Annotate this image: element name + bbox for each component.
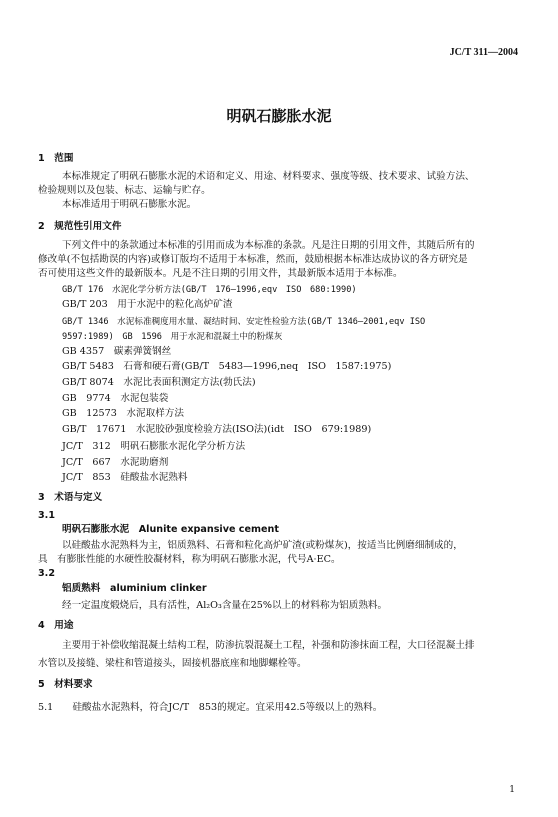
paragraph: 修改单(不包括勘误的内容)或修订版均不适用于本标准，然而，鼓励根据本标准达成协议的各方研究是 — [38, 254, 468, 265]
paragraph: 检验规则以及包装、标志、运输与贮存。 — [38, 185, 211, 196]
paragraph: 5.1 硅酸盐水泥熟料，符合JC/T 853的规定。宜采用42.5等级以上的熟料。 — [38, 702, 383, 713]
reference-item: GB 4357 碳素弹簧钢丝 — [62, 346, 172, 357]
reference-item: 9597:1989) GB 1596 用于水泥和混凝土中的粉煤灰 — [62, 332, 283, 342]
paragraph: 水管以及接缝、梁柱和管道接头，固接机器底座和地脚螺栓等。 — [38, 658, 307, 669]
term-definition: 以硅酸盐水泥熟料为主，铝质熟料、石膏和粒化高炉矿渣(或粉煤灰)，按适当比例磨细制成的， — [62, 540, 463, 551]
section-heading-scope: 1 范围 — [38, 153, 74, 164]
paragraph: 否可使用这些文件的最新版本。凡是不注日期的引用文件，其最新版本适用于本标准。 — [38, 268, 403, 279]
term-definition: 经一定温度煅烧后，具有活性，Al₂O₃含量在25%以上的材料称为铝质熟料。 — [62, 600, 388, 611]
document-title: 明矾石膨胀水泥 — [226, 107, 332, 125]
reference-item: GB 12573 水泥取样方法 — [62, 408, 184, 419]
section-heading-terms: 3 术语与定义 — [38, 492, 103, 503]
term-title: 铝质熟料 aluminium clinker — [62, 583, 207, 594]
reference-item: JC/T 667 水泥助磨剂 — [62, 457, 169, 468]
paragraph: 主要用于补偿收缩混凝土结构工程，防渗抗裂混凝土工程，补强和防渗抹面工程，大口径混凝土排 — [62, 640, 475, 651]
reference-item: GB/T 8074 水泥比表面积测定方法(勃氏法) — [62, 377, 256, 388]
standard-code: JC/T 311—2004 — [449, 47, 518, 58]
reference-item: JC/T 853 硅酸盐水泥熟料 — [62, 472, 188, 483]
term-definition: 具 有膨胀性能的水硬性胶凝材料，称为明矾石膨胀水泥，代号A·EC。 — [38, 554, 341, 565]
section-heading-normative-references: 2 规范性引用文件 — [38, 221, 122, 232]
page-number: 1 — [509, 785, 515, 795]
paragraph: 本标准适用于明矾石膨胀水泥。 — [62, 199, 197, 210]
reference-item: GB/T 5483 石膏和硬石膏(GB/T 5483—1996,neq ISO 1587:1975) — [62, 361, 392, 372]
term-title: 明矾石膨胀水泥 Alunite expansive cement — [62, 524, 279, 535]
paragraph: 下列文件中的条款通过本标准的引用而成为本标准的条款。凡是注日期的引用文件，其随后所有的 — [62, 240, 475, 251]
term-number: 3.1 — [38, 510, 55, 521]
term-number: 3.2 — [38, 568, 55, 579]
reference-item: GB/T 203 用于水泥中的粒化高炉矿渣 — [62, 299, 233, 310]
reference-item: JC/T 312 明矾石膨胀水泥化学分析方法 — [62, 441, 246, 452]
paragraph: 本标准规定了明矾石膨胀水泥的术语和定义、用途、材料要求、强度等级、技术要求、试验方法、 — [62, 171, 475, 182]
section-heading-use: 4 用途 — [38, 620, 74, 631]
reference-item: GB 9774 水泥包装袋 — [62, 393, 169, 404]
reference-item: GB/T 1346 水泥标准稠度用水量、凝结时间、安定性检验方法(GB/T 1346—2001,eqv ISO — [62, 317, 426, 327]
reference-item: GB/T 176 水泥化学分析方法(GB/T 176—1996,eqv ISO 680:1990) — [62, 285, 357, 295]
section-heading-materials: 5 材料要求 — [38, 679, 93, 690]
reference-item: GB/T 17671 水泥胶砂强度检验方法(ISO法)(idt ISO 679:1989) — [62, 424, 372, 435]
